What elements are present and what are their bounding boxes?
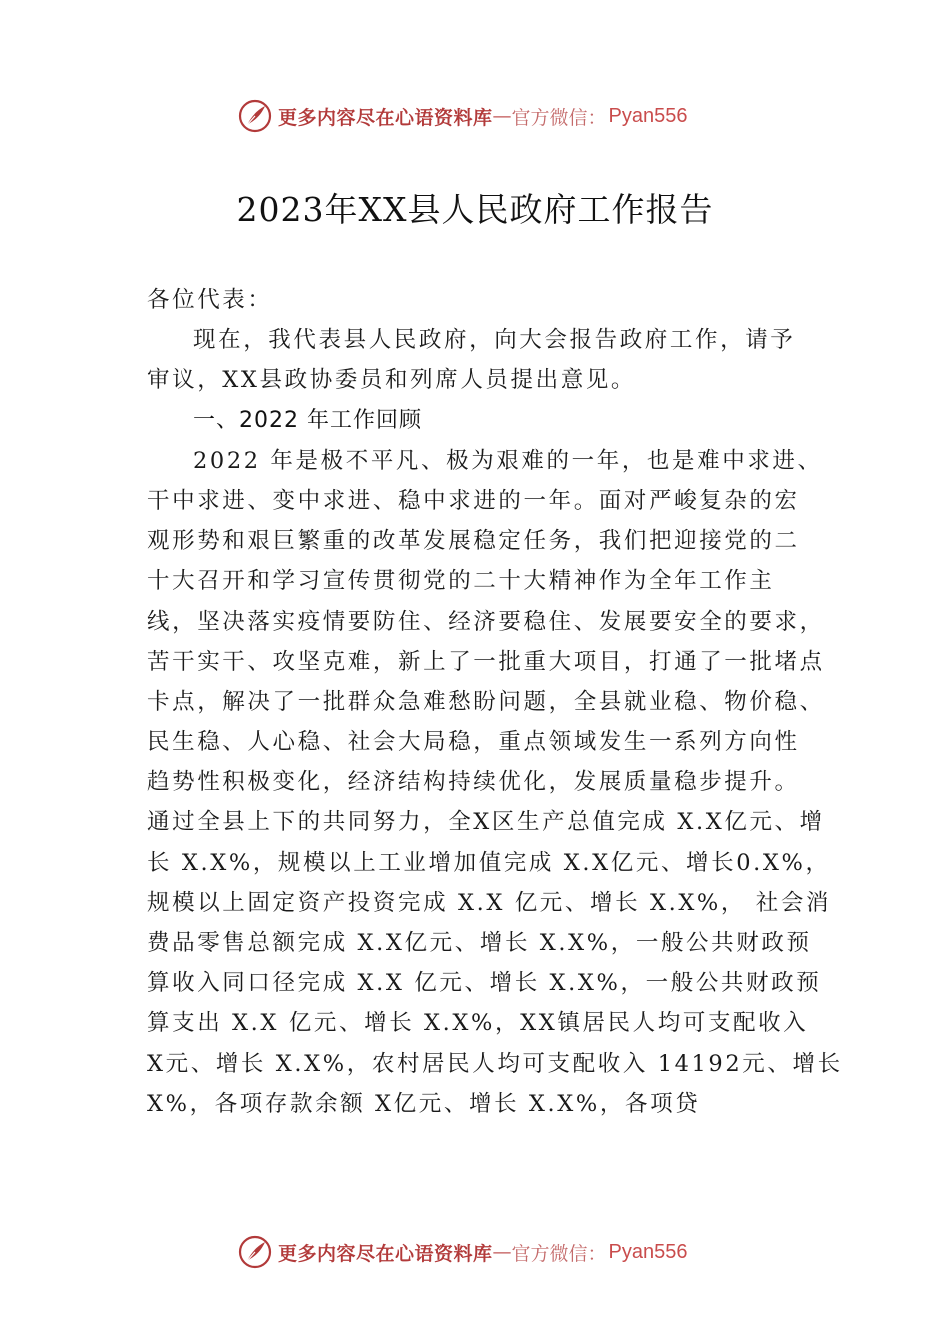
paragraph-line: 趋势性积极变化，经济结构持续优化，发展质量稳步提升。 [147,769,800,796]
watermark-banner-bottom [238,1232,758,1272]
paragraph-line: 苦干实干、攻坚克难，新上了一批重大项目，打通了一批堵点 [147,648,825,675]
paragraph-line: 干中求进、变中求进、稳中求进的一年。面对严峻复杂的宏 [147,487,800,514]
paragraph-line: 长 X.X%，规模以上工业增加值完成 X.X亿元、增长0.X%， [147,849,831,876]
paragraph-line: 十大召开和学习宣传贯彻党的二十大精神作为全年工作主 [147,568,775,595]
feather-quill-icon [238,99,272,133]
watermark-banner-top [238,96,758,136]
paragraph-line: 算收入同口径完成 X.X 亿元、增长 X.X%，一般公共财政预 [147,970,822,997]
salutation: 各位代表： [147,287,273,313]
watermark-wechat-id: Pyan556 [608,104,688,127]
paragraph-line: 卡点，解决了一批群众急难愁盼问题，全县就业稳、物价稳、 [147,688,825,715]
watermark-wechat-label: 官方微信： [511,1242,607,1265]
feather-quill-icon [238,1235,272,1269]
paragraph-line: X%，各项存款余额 X亿元、增长 X.X%，各项贷 [147,1090,701,1117]
watermark-separator: — [492,1241,512,1263]
paragraph-line: 2022 年是极不平凡、极为艰难的一年，也是难中求进、 [193,447,823,474]
watermark-wechat-id: Pyan556 [608,1240,688,1263]
paragraph-line: 观形势和艰巨繁重的改革发展稳定任务，我们把迎接党的二 [147,528,800,555]
watermark-brand: 更多内容尽在心语资料库 [278,106,493,129]
document-title: 2023年XX县人民政府工作报告 [236,190,714,229]
paragraph-line: 民生稳、人心稳、社会大局稳，重点领域发生一系列方向性 [147,729,800,756]
section-heading: 一、2022 年工作回顾 [193,407,422,433]
document-body [147,280,843,1124]
paragraph-line: 通过全县上下的共同努力，全X区生产总值完成 X.X亿元、增 [147,809,825,836]
paragraph-line: 线，坚决落实疫情要防住、经济要稳住、发展要安全的要求， [147,608,825,635]
paragraph-line: 规模以上固定资产投资完成 X.X 亿元、增长 X.X%， 社会消 [147,889,832,916]
intro-line: 现在，我代表县人民政府，向大会报告政府工作，请予 [193,327,796,354]
watermark-separator: — [492,105,512,127]
intro-line: 审议，XX县政协委员和列席人员提出意见。 [147,367,637,394]
watermark-wechat-label: 官方微信： [511,106,607,129]
paragraph-line: 费品零售总额完成 X.X亿元、增长 X.X%，一般公共财政预 [147,930,812,956]
watermark-brand: 更多内容尽在心语资料库 [278,1242,493,1265]
paragraph-line: X元、增长 X.X%，农村居民人均可支配收入 14192元、增长 [147,1050,843,1077]
paragraph-line: 算支出 X.X 亿元、增长 X.X%，XX镇居民人均可支配收入 [147,1010,809,1037]
